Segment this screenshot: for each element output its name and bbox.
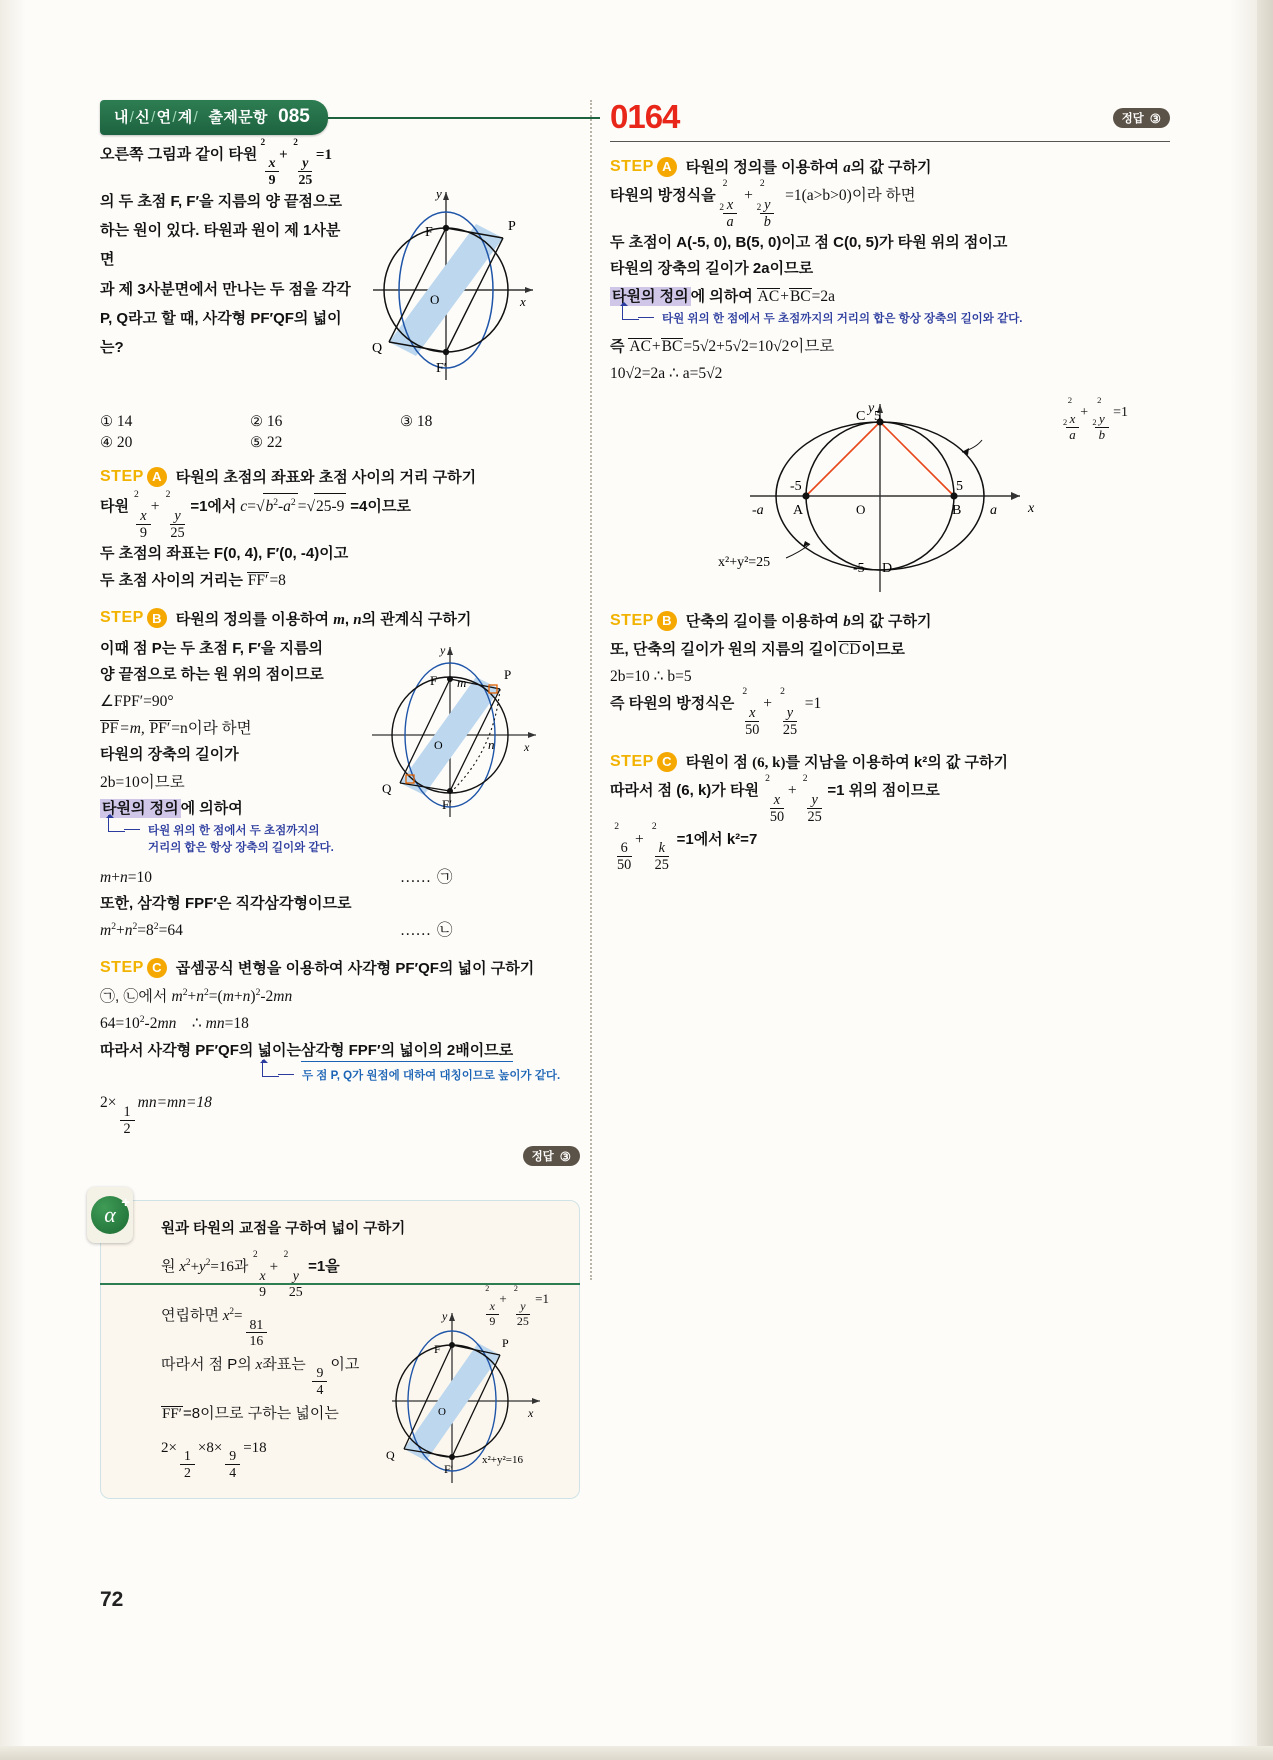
rfig-label-m5left: -5 xyxy=(790,479,802,495)
left-answer-badge xyxy=(523,1146,580,1166)
sb-l4 xyxy=(100,716,350,741)
alpha-l1-tail: =1을 xyxy=(308,1258,340,1276)
choice-3[interactable] xyxy=(400,413,550,431)
choice-5-text: 22 xyxy=(266,434,283,451)
sb-l1: 이때 점 P는 두 초점 F, F′을 지름의 xyxy=(100,639,323,657)
r-sa-callout xyxy=(640,311,1170,328)
left-step-c-header xyxy=(100,957,580,978)
right-header-rule xyxy=(610,141,1170,142)
sb-title-tail: 의 관계식 구하기 xyxy=(361,610,472,628)
figure-ellipse-circle-1 xyxy=(358,180,548,395)
r-sa-l4-tail: =2a xyxy=(811,287,835,305)
r-sb-title-b: b xyxy=(843,614,851,631)
right-column xyxy=(610,100,1170,875)
r-sc-l1-pre: 따라서 점 (6, k)가 타원 xyxy=(610,782,759,800)
rfig-label-O: O xyxy=(856,502,866,518)
r-sc-d1: 50 xyxy=(617,857,632,874)
problem-equation: $\frac{x}{9}$ $^2$+ $\frac{y}{25}$ $^2$=1 xyxy=(260,138,332,188)
plus-alpha-box xyxy=(100,1194,580,1498)
alpha-l5-pre: 2× xyxy=(161,1439,177,1456)
sb-l8-dots: …… xyxy=(400,868,431,886)
sa-eq: = xyxy=(247,498,256,515)
r-step-c-title xyxy=(686,751,1008,772)
r-sc-l2-tail: =1에서 k²=7 xyxy=(676,830,758,848)
tag-slash-2: / xyxy=(151,109,156,126)
r-step-b-title xyxy=(686,610,932,631)
eq-den-1: 9 xyxy=(268,172,276,188)
eq-sup-2: 2 xyxy=(293,138,298,148)
r-sc-title-pre: 타원이 점 xyxy=(685,754,748,772)
alpha-l5-n: 9 xyxy=(225,1449,240,1465)
sb-title-n: n xyxy=(353,611,362,628)
eq-rhs: =1 xyxy=(315,147,332,163)
fig2-label-F: F xyxy=(430,672,438,688)
r-sa-l2: 두 초점이 A(-5, 0), B(5, 0)이고 점 C(0, 5)가 타원 위의 점이고 xyxy=(610,234,1008,252)
r-sb-d1: 50 xyxy=(745,722,760,739)
r-step-badge-c: C xyxy=(657,752,677,772)
alpha-l5: 2× $\frac{1}{2}$ ×8× $\frac{9}{4}$ =18 xyxy=(161,1439,267,1480)
r-sc-title-tail: 를 지남을 이용하여 k²의 값 구하기 xyxy=(785,754,1008,772)
choice-4-text: 20 xyxy=(116,434,133,451)
alpha-l1: 원 $x^2+y^2=16$과 $\frac{x}{9}$ $^2$+ $\frac{y}{25}$ $^2$ =1을 xyxy=(161,1250,340,1300)
sc-l2: $64=10^2-2mn$ ∴ mn=18 xyxy=(100,1014,249,1033)
sb-l7 xyxy=(100,797,350,821)
figure1-label-Fp: F′ xyxy=(436,361,447,376)
alpha-symbol: α xyxy=(104,1202,116,1228)
figure1-label-F: F xyxy=(425,225,433,240)
problem-statement-block xyxy=(100,140,580,395)
fig2-axis-y: y xyxy=(440,642,446,657)
r-sa-l5 xyxy=(610,334,1170,359)
r-seg-cd: CD xyxy=(838,641,861,659)
r-sa-l1-tail: =1(a>b>0)이라 하면 xyxy=(785,187,916,204)
sb-seg-pfp: PF′ xyxy=(149,720,171,738)
r-step-badge-a: A xyxy=(657,157,677,177)
r-step-word-a: STEP xyxy=(610,157,654,175)
left-step-a-line3 xyxy=(100,568,580,593)
r-seg-ac-2: AC xyxy=(629,337,651,355)
sc-l3-underlined: 삼각형 FPF′의 넓이의 2배이므로 xyxy=(301,1042,513,1062)
fig2-label-O: O xyxy=(434,737,443,752)
figure-ellipse-circle-right xyxy=(610,396,1170,596)
choices-row-1 xyxy=(100,413,580,431)
step-badge-a: A xyxy=(147,467,167,487)
r-sc-l2: $\frac{6}{50}$ $^2$+ $\frac{k}{25}$ $^2$ =1에서 k²=7 xyxy=(614,821,758,874)
r-sb-l1-tail: 이므로 xyxy=(861,641,905,659)
tag-part-1: 신 xyxy=(135,109,151,126)
r-seg-ac: AC xyxy=(757,287,780,305)
sb-l4-b: =m, xyxy=(119,720,145,738)
alpha-circle-icon xyxy=(91,1196,129,1234)
alpha-frac-n: 81 xyxy=(246,1318,268,1334)
r-seg-bc-2: BC xyxy=(661,337,683,355)
r-step-a-title xyxy=(686,156,932,177)
r-sa-l5-tail: =5√2+5√2=10√2이므로 xyxy=(683,337,835,355)
page-number: 72 xyxy=(100,1588,124,1611)
sb-l8: m+n=10 …… ㉠ xyxy=(100,865,580,890)
right-answer-badge xyxy=(1113,108,1170,128)
sb-note-1: 타원 위의 한 점에서 두 초점까지의 xyxy=(148,825,320,838)
right-step-a-header xyxy=(610,156,1170,177)
choice-5-mark: ⑤ xyxy=(250,435,263,451)
r-sb-l1 xyxy=(610,637,1170,662)
r-sc-title-pt: (6, k) xyxy=(752,755,786,772)
figure1-label-P: P xyxy=(508,219,516,234)
page-edge-bottom xyxy=(0,1746,1273,1760)
sc-note: 두 점 P, Q가 원점에 대하여 대칭이므로 높이가 같다. xyxy=(302,1069,561,1082)
sb-highlight: 타원의 정의 xyxy=(102,799,179,817)
alphafig-label-F: F xyxy=(434,1341,441,1356)
callout-dash-icon xyxy=(124,829,140,830)
sb-title-pre: 타원의 정의를 이용하여 xyxy=(175,610,330,628)
rfig-label-pa: a xyxy=(990,503,997,519)
sa-c: c xyxy=(240,498,248,515)
alpha-l1-pre: 원 xyxy=(161,1258,176,1276)
r-sc-l1: 따라서 점 (6, k)가 타원 $\frac{x}{50}$ $^2$+ $\frac{y}{25}$ $^2$ =1 위의 점이므로 xyxy=(610,773,940,826)
right-step-b-header xyxy=(610,610,1170,631)
alpha-title: 원과 타원의 교점을 구하여 넓이 구하기 xyxy=(161,1221,406,1238)
problem-line-5: P, Q라고 할 때, 사각형 PF′QF의 넓이 xyxy=(100,309,342,327)
alpha-l5-tail: =18 xyxy=(243,1439,267,1456)
sb-note-2: 거리의 합은 항상 장축의 길이와 같다. xyxy=(148,841,334,854)
sb-l6: 2b=10이므로 xyxy=(100,773,185,791)
rfig-label-p5right: 5 xyxy=(956,479,963,495)
choice-1[interactable] xyxy=(100,413,250,431)
fig2-label-Fp: F′ xyxy=(442,796,453,812)
eq-num-1: x xyxy=(265,156,280,172)
step-word-b: STEP xyxy=(100,609,144,627)
choice-1-mark: ① xyxy=(100,414,113,430)
r-sa-l3: 타원의 장축의 길이가 2a이므로 xyxy=(610,260,814,278)
sb-l9: 또한, 삼각형 FPF′은 직각삼각형이므로 xyxy=(100,894,352,912)
alphafig-axis-x: x xyxy=(528,1405,534,1420)
r-sc-n1: 6 xyxy=(617,841,632,857)
r-sa-note: 타원 위의 한 점에서 두 초점까지의 거리의 합은 항상 장축의 길이와 같다. xyxy=(662,312,1023,325)
sa-seg-ff: FF′ xyxy=(247,572,269,590)
r-sc-l1-tail: =1 위의 점이므로 xyxy=(827,782,940,800)
eq-sup-1: 2 xyxy=(260,138,266,148)
r-sb-l1-pre: 또, 단축의 길이가 원의 지름의 길이 xyxy=(610,641,838,659)
choice-2[interactable] xyxy=(250,413,400,431)
problem-line-6: 는? xyxy=(100,339,124,357)
step-badge-c: C xyxy=(147,958,167,978)
tag-underline xyxy=(300,117,600,119)
r-sa-l5-pre: 즉 xyxy=(610,337,625,355)
r-sa-l1-pre: 타원의 방정식을 xyxy=(610,187,716,204)
sa-l1-mid: =1에서 xyxy=(190,498,237,515)
callout-hook-icon xyxy=(108,815,125,832)
figure-alpha xyxy=(382,1283,567,1488)
step-b-title xyxy=(176,608,472,629)
left-column xyxy=(100,100,580,1499)
problem-line-3: 하는 원이 있다. 타원과 원이 제 1사분면 xyxy=(100,222,341,269)
alphafig-eq-rhs: =1 xyxy=(535,1290,549,1306)
sb-title-comma: , xyxy=(344,610,350,628)
r-sa-title-a: a xyxy=(843,160,851,176)
step-word-c: STEP xyxy=(100,958,144,976)
rfig-axis-y: y xyxy=(868,401,875,417)
alpha-l3-d: 4 xyxy=(316,1382,324,1398)
alpha-l2-pre: 연립하면 xyxy=(161,1307,219,1325)
r-sa-l4 xyxy=(610,284,1170,309)
fig2-label-Q: Q xyxy=(382,780,392,796)
alpha-l3-tail: 이고 xyxy=(330,1356,360,1374)
left-step-b-body xyxy=(100,635,580,863)
r-sa-plus: + xyxy=(780,287,789,305)
tag-number: 085 xyxy=(278,106,310,127)
left-bottom-rule xyxy=(100,1283,580,1285)
alphafig-axis-y: y xyxy=(442,1308,448,1323)
step-word: STEP xyxy=(100,467,144,485)
r-step-word-b: STEP xyxy=(610,611,654,629)
right-answer-label: 정답 xyxy=(1121,113,1144,125)
sc-callout xyxy=(280,1068,580,1085)
choices-row-2 xyxy=(100,434,580,452)
choice-3-mark: ③ xyxy=(400,414,413,430)
alpha-l5-d: 4 xyxy=(229,1464,237,1480)
alphafig-circle-eq: x²+y²=16 xyxy=(482,1453,524,1466)
alphafig-label-Fp: F′ xyxy=(444,1461,454,1476)
sb-l10-dots: …… xyxy=(400,921,431,939)
r-step-badge-b: B xyxy=(657,611,677,631)
r-sa-plus-2: + xyxy=(651,337,661,355)
choice-1-text: 14 xyxy=(116,413,133,430)
r-seg-bc: BC xyxy=(789,287,811,305)
r-sa-l6: 10√2=2a ∴ a=5√2 xyxy=(610,364,723,382)
sa-l1-pre: 타원 xyxy=(100,498,129,515)
sb-l8-tag: ㉠ xyxy=(437,868,453,886)
tag-part-3: 계 xyxy=(177,109,193,126)
sb-l10-tag: ㉡ xyxy=(437,921,453,939)
figure-ellipse-circle-2 xyxy=(358,639,558,863)
right-answer-value: ③ xyxy=(1149,111,1161,126)
tag-suffix: 출제문항 xyxy=(208,109,268,126)
r-sb-l2 xyxy=(610,664,1170,689)
choice-2-mark: ② xyxy=(250,414,263,430)
choice-3-text: 18 xyxy=(416,413,433,430)
sb-l2: 양 끝점으로 하는 원 위의 점이므로 xyxy=(100,665,324,683)
choice-4-mark: ④ xyxy=(100,435,113,451)
eq-num-2: y xyxy=(298,156,312,172)
r-sa-highlight: 타원의 정의 xyxy=(612,287,689,305)
right-header xyxy=(610,100,1170,133)
sc-l3-pre: 따라서 사각형 PF′QF의 넓이는 xyxy=(100,1042,301,1060)
alpha-l3-mid: 좌표는 xyxy=(262,1356,306,1374)
alpha-l4-tail: =8이므로 구하는 넓이는 xyxy=(182,1404,339,1422)
sb-l10: $m^2+n^2=8^2=64$ …… ㉡ xyxy=(100,918,580,943)
right-step-c-header xyxy=(610,751,1170,772)
callout-dash-icon-3 xyxy=(638,317,654,318)
problem-line-1: 오른쪽 그림과 같이 타원 xyxy=(100,146,258,163)
left-step-a-line2: 두 초점의 좌표는 F(0, 4), F′(0, -4)이고 xyxy=(100,545,349,563)
r-sb-n1: x xyxy=(745,706,759,722)
sb-seg-pf: PF xyxy=(101,720,119,738)
sc-l4-tail: mn=mn=18 xyxy=(137,1094,212,1112)
rfig-label-C: C xyxy=(856,409,866,425)
sb-callout xyxy=(126,823,350,856)
step-a-title: 타원의 초점의 좌표와 초점 사이의 거리 구하기 xyxy=(175,469,477,486)
alpha-l3-x: x xyxy=(255,1357,263,1374)
left-step-a-line1: 타원 $\frac{x}{9}$ $^2$+ $\frac{y}{25}$ $^2$ =1에서 $c=√b^2-a^2 =√25-9 =4$이므로 xyxy=(100,488,411,541)
alpha-l2: 연립하면 $x^2=$ $\frac{81}{16}$ xyxy=(161,1299,563,1348)
rfig-label-B: B xyxy=(952,503,962,519)
alphafig-ellipse-eq: $\frac{x}{9}$ $^2$+ $\frac{y}{25}$ $^2$ =1 xyxy=(485,1283,549,1328)
sb-l4-d: =n이라 하면 xyxy=(171,720,252,738)
alpha-frac-d: 16 xyxy=(249,1333,264,1349)
r-sa-l1: 타원의 방정식을 $\frac{x}{a}$ $^2_2$+ $\frac{y}{b}$ $^2_2$ =1(a>b>0)이라 하면 xyxy=(610,177,916,230)
column-divider xyxy=(590,100,592,1280)
r-sc-d2: 25 xyxy=(654,857,669,874)
alpha-l5-mid: ×8× xyxy=(197,1439,223,1456)
choice-5[interactable] xyxy=(250,434,400,452)
section-tag-row xyxy=(100,100,580,134)
sc-l3 xyxy=(100,1038,580,1063)
alpha-l3-pre: 따라서 점 P의 xyxy=(161,1356,252,1374)
eq-den-2: 25 xyxy=(298,172,313,188)
rfig-ellipse-eq: $\frac{x}{a}$ $^2_2$+ $\frac{y}{b}$ $^2_2$ =1 xyxy=(1063,395,1128,443)
sb-l5: 타원의 장축의 길이가 xyxy=(100,746,239,764)
left-step-a-header xyxy=(100,466,580,487)
tag-slash: / xyxy=(129,109,135,126)
rfig-label-D: D xyxy=(882,561,893,577)
step-badge-b: B xyxy=(147,608,167,628)
r-sb-l3-tail: =1 xyxy=(804,695,822,713)
rfig-axis-x: x xyxy=(1028,501,1035,517)
alphafig-label-P: P xyxy=(502,1335,509,1350)
left-answer-label: 정답 xyxy=(531,1151,554,1164)
fig2-label-P: P xyxy=(504,666,512,682)
rfig-label-c5: 5 xyxy=(874,409,881,425)
r-sb-n2: y xyxy=(783,706,797,722)
callout-hook-icon-3 xyxy=(622,303,639,320)
problem-text xyxy=(100,140,352,395)
answer-choices xyxy=(100,413,580,452)
r-sa-title-pre: 타원의 정의를 이용하여 xyxy=(685,159,840,176)
tag-slash-4: / xyxy=(193,109,199,126)
alpha-l3-n: 9 xyxy=(312,1366,327,1382)
sb-l3: ∠FPF′=90° xyxy=(100,693,174,711)
figure1-label-O: O xyxy=(430,292,440,307)
alphafig-label-O: O xyxy=(438,1405,446,1418)
choice-4[interactable] xyxy=(100,434,250,452)
fig2-label-n: n xyxy=(488,736,495,752)
axis-label-y: y xyxy=(436,186,442,201)
callout-hook-icon-2 xyxy=(262,1060,279,1077)
sb-title-m: m xyxy=(333,611,345,628)
r-sb-title-tail: 의 값 구하기 xyxy=(850,613,932,631)
r-step-word-c: STEP xyxy=(610,752,654,770)
plus-alpha-badge-icon xyxy=(87,1187,133,1243)
section-tag xyxy=(100,100,328,135)
rfig-circle-eq: x²+y²=25 xyxy=(718,555,771,571)
figure1-label-Q: Q xyxy=(372,341,383,356)
sc-l4-pre: 2× xyxy=(100,1094,117,1112)
r-sb-l3: 즉 타원의 방정식은 $\frac{x}{50}$ $^2$+ $\frac{y}{25}$ $^2$ =1 xyxy=(610,686,822,739)
problem-line-4: 과 제 3사분면에서 만나는 두 점을 각각 xyxy=(100,280,351,298)
left-answer-row xyxy=(100,1146,580,1166)
sa-l3-pre: 두 초점 사이의 거리는 xyxy=(100,572,243,590)
callout-dash-icon-2 xyxy=(278,1074,294,1075)
r-sb-l3-pre: 즉 타원의 방정식은 xyxy=(610,695,735,713)
step-c-title: 곱셈공식 변형을 이용하여 사각형 PF′QF의 넓이 구하기 xyxy=(175,960,535,978)
choice-2-text: 16 xyxy=(266,413,283,430)
sc-l4: 2× $\frac{1}{2}$ mn=mn=18 xyxy=(100,1094,212,1138)
sb-l7-tail: 에 의하여 xyxy=(180,799,243,817)
tag-part-2: 연 xyxy=(156,109,172,126)
fig2-label-m: m xyxy=(457,674,467,690)
alphafig-label-Q: Q xyxy=(386,1447,395,1462)
left-step-b-header xyxy=(100,608,580,629)
sa-l3-tail: =8 xyxy=(269,572,286,590)
left-answer-value: ③ xyxy=(559,1149,571,1164)
tag-part-0: 내 xyxy=(114,109,129,126)
rfig-label-A: A xyxy=(793,503,804,519)
rfig-label-na: -a xyxy=(752,503,764,519)
sc-l1: ㉠, ㉡에서 $m^2+n^2=(m+n)^2-2mn$ xyxy=(100,986,293,1006)
axis-label-x: x xyxy=(520,294,526,309)
problem-line-2: 의 두 초점 F, F′을 지름의 양 끝점으로 xyxy=(100,192,342,210)
r-sa-l4-mid: 에 의하여 xyxy=(690,287,753,305)
alpha-plus-sign: + xyxy=(121,1194,130,1212)
rfig-label-m5bottom: -5 xyxy=(853,561,865,577)
alpha-seg-ff: FF′ xyxy=(162,1405,182,1422)
sa-l1-tail: =4이므로 xyxy=(350,498,411,515)
r-sb-l2-text: 2b=10 ∴ b=5 xyxy=(610,668,692,686)
fig2-axis-x: x xyxy=(524,739,530,754)
rfig-eq-rhs: =1 xyxy=(1113,404,1128,420)
tag-slash-3: / xyxy=(172,109,177,126)
r-sb-title-pre: 단축의 길이를 이용하여 xyxy=(685,613,840,631)
problem-number: 0164 xyxy=(610,98,680,135)
page-edge-right xyxy=(1257,0,1273,1760)
r-sc-n2: k xyxy=(655,841,669,857)
r-sa-title-tail: 의 값 구하기 xyxy=(850,159,932,176)
r-sb-d2: 25 xyxy=(782,722,798,739)
